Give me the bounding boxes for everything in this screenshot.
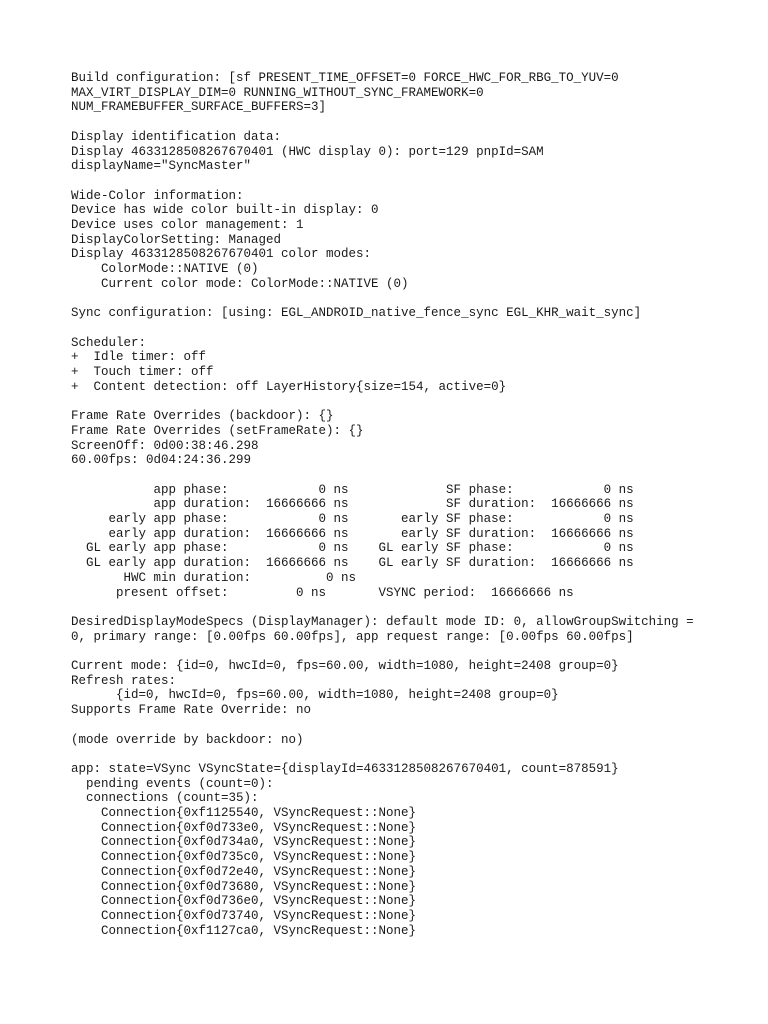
text-line: {id=0, hwcId=0, fps=60.00, width=1080, height=2408 group=0} xyxy=(71,688,559,703)
text-line: Connection{0xf0d733e0, VSyncRequest::None} xyxy=(71,820,417,835)
text-line: early app duration: 16666666 ns early SF duration: 16666666 ns xyxy=(71,526,634,541)
text-line: Connection{0xf0d736e0, VSyncRequest::None} xyxy=(71,894,417,909)
text-line: 60.00fps: 0d04:24:36.299 xyxy=(71,453,252,468)
text-line: GL early app duration: 16666666 ns GL early SF duration: 16666666 ns xyxy=(71,556,634,571)
text-line: Connection{0xf1125540, VSyncRequest::None} xyxy=(71,806,417,820)
text-line: Frame Rate Overrides (setFrameRate): {} xyxy=(71,423,364,438)
text-line: pending events (count=0): xyxy=(71,776,274,791)
text-line: app duration: 16666666 ns SF duration: 16666666 ns xyxy=(71,497,634,512)
text-line: + Idle timer: off xyxy=(71,350,207,365)
text-line: Device has wide color built-in display: 0 xyxy=(71,203,379,218)
text-line: displayName="SyncMaster" xyxy=(71,159,252,174)
text-line: 0, primary range: [0.00fps 60.00fps], app request range: [0.00fps 60.00fps] xyxy=(71,629,634,644)
text-line: Connection{0xf0d735c0, VSyncRequest::None} xyxy=(71,850,417,865)
text-line: Display 4633128508267670401 color modes: xyxy=(71,247,372,262)
text-line: + Touch timer: off xyxy=(71,365,214,379)
text-line: Connection{0xf0d72e40, VSyncRequest::None} xyxy=(71,864,417,879)
text-line xyxy=(71,292,761,307)
text-line: app: state=VSync VSyncState={displayId=4633128508267670401, count=878591} xyxy=(71,761,619,776)
text-line: DesiredDisplayModeSpecs (DisplayManager): default mode ID: 0, allowGroupSwitching = xyxy=(71,614,694,629)
text-line: GL early app phase: 0 ns GL early SF phase: 0 ns xyxy=(71,541,634,556)
text-line: ScreenOff: 0d00:38:46.298 xyxy=(71,438,259,453)
text-line xyxy=(71,644,761,659)
text-line: DisplayColorSetting: Managed xyxy=(71,232,282,247)
text-line: Refresh rates: xyxy=(71,673,177,688)
text-line xyxy=(71,394,761,409)
text-line: present offset: 0 ns VSYNC period: 16666666 ns xyxy=(71,585,574,600)
text-line: connections (count=35): xyxy=(71,791,259,806)
text-line: Sync configuration: [using: EGL_ANDROID_native_fence_sync EGL_KHR_wait_sync] xyxy=(71,306,642,321)
dumpsys-document xyxy=(71,71,761,938)
text-line: app phase: 0 ns SF phase: 0 ns xyxy=(71,482,634,497)
text-line xyxy=(71,718,761,733)
text-line: Frame Rate Overrides (backdoor): {} xyxy=(71,409,334,424)
text-line xyxy=(71,747,761,762)
text-line: (mode override by backdoor: no) xyxy=(71,732,304,747)
text-line: Supports Frame Rate Override: no xyxy=(71,703,312,718)
text-line: Scheduler: xyxy=(71,335,147,350)
text-line: NUM_FRAMEBUFFER_SURFACE_BUFFERS=3] xyxy=(71,100,327,115)
text-line: Device uses color management: 1 xyxy=(71,218,304,232)
text-line: HWC min duration: 0 ns xyxy=(71,570,357,585)
text-line: Display identification data: xyxy=(71,129,282,144)
text-line xyxy=(71,600,761,615)
text-line: Wide-Color information: xyxy=(71,188,244,203)
text-line: Connection{0xf0d73740, VSyncRequest::None} xyxy=(71,908,417,923)
text-line: Connection{0xf1127ca0, VSyncRequest::None} xyxy=(71,923,417,938)
text-line xyxy=(71,468,761,483)
text-line: Display 4633128508267670401 (HWC display 0): port=129 pnpId=SAM xyxy=(71,144,544,159)
text-line xyxy=(71,174,761,189)
text-line xyxy=(71,321,761,336)
text-line: MAX_VIRT_DISPLAY_DIM=0 RUNNING_WITHOUT_SYNC_FRAMEWORK=0 xyxy=(71,85,484,100)
text-line: Connection{0xf0d734a0, VSyncRequest::None} xyxy=(71,835,417,850)
text-line: Connection{0xf0d73680, VSyncRequest::None} xyxy=(71,879,417,894)
text-line: + Content detection: off LayerHistory{size=154, active=0} xyxy=(71,379,507,394)
text-line: ColorMode::NATIVE (0) xyxy=(71,262,259,277)
text-line: early app phase: 0 ns early SF phase: 0 ns xyxy=(71,512,634,526)
text-line: Build configuration: [sf PRESENT_TIME_OFFSET=0 FORCE_HWC_FOR_RBG_TO_YUV=0 xyxy=(71,71,619,85)
text-line: Current mode: {id=0, hwcId=0, fps=60.00, width=1080, height=2408 group=0} xyxy=(71,659,619,673)
text-line: Current color mode: ColorMode::NATIVE (0) xyxy=(71,276,409,291)
text-line xyxy=(71,115,761,130)
